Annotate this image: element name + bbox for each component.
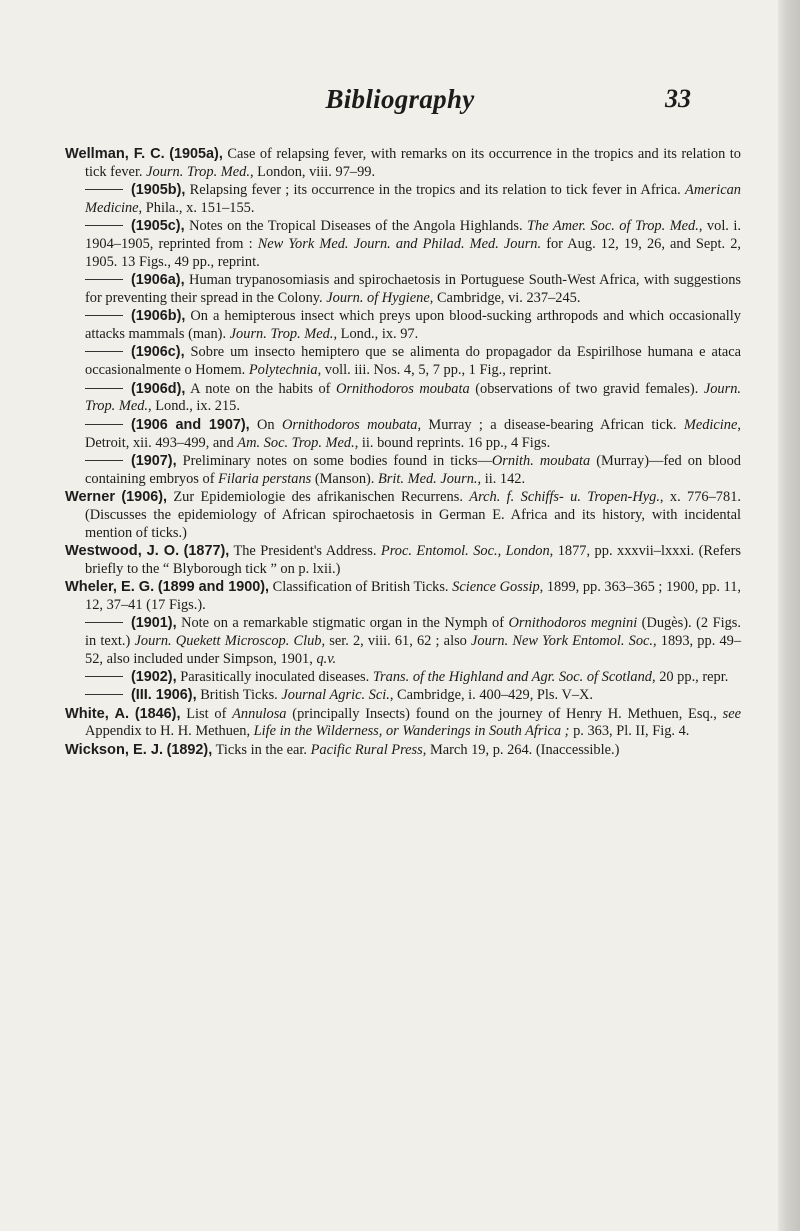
entry-text: , 20 pp., repr. (652, 669, 729, 686)
entry-text: , Detroit, xii. 493–499, and (85, 416, 741, 451)
entry-italic-text: Pacific Rural Press (310, 741, 423, 758)
entry-year: (1906d), (131, 380, 186, 397)
bibliography-list (65, 146, 741, 760)
entry-text: A note on the habits of (185, 380, 336, 397)
entry-year: (1905a), (169, 146, 223, 162)
entry-year: (1899 and 1900), (157, 579, 270, 596)
entry-text: (Murray)—fed on blood containing embryos of (85, 452, 741, 487)
entry-text: Sobre um insecto hemiptero que se alimenta do propagador da Espirilhose humana e ataca occasionalmente o Homem. (85, 344, 741, 379)
ditto-dash (85, 315, 123, 316)
entry-year: (1906a), (131, 272, 185, 289)
entry-italic-text: Ornith. moubata (491, 452, 591, 469)
entry-text: , Phila., x. 151–155. (138, 200, 255, 217)
entry-year: (1905b), (131, 182, 186, 199)
entry-year: (1902), (131, 669, 177, 686)
ditto-dash (85, 424, 123, 425)
entry-text: British Ticks. (196, 687, 282, 704)
bibliography-entry (65, 489, 741, 543)
entry-text: On a hemipterous insect which preys upon blood-sucking arthropods and which occasionally attacks mammals (man). (85, 308, 741, 343)
bibliography-entry (65, 543, 741, 579)
entry-text: Notes on the Tropical Diseases of the Angola Highlands. (184, 218, 528, 235)
entry-text: , March 19, p. 264. (Inaccessible.) (422, 741, 620, 758)
entry-text: , Cambridge, i. 400–429, Pls. V–X. (389, 687, 594, 704)
entry-text: (Manson). (311, 470, 378, 487)
bibliography-entry (65, 687, 741, 705)
entry-year: (1906c), (131, 344, 185, 361)
ditto-dash (85, 694, 123, 695)
entry-text: On (249, 416, 282, 433)
entry-year: (1846), (134, 705, 181, 722)
entry-year: (1907), (131, 452, 177, 469)
entry-text: , 1893, pp. 49–52, also included under Simpson, 1901, (85, 633, 742, 667)
ditto-dash (85, 279, 123, 280)
entry-italic-text: Journal Agric. Sci. (281, 687, 390, 704)
entry-text: , 1899, pp. 363–365 ; 1900, pp. 11, 12, 37–41 (17 Figs.). (85, 579, 741, 613)
bibliography-entry (65, 218, 741, 272)
entry-italic-text: Science Gossip (452, 579, 540, 596)
ditto-dash (85, 225, 123, 226)
entry-text: , x. 776–781. (Discusses the epidemiology of African spirochaetosis in German E. Africa and its history, with incidental mention of ticks.) (85, 488, 741, 541)
entry-text: Relapsing fever ; its occurrence in the tropics and its relation to tick fever in Africa. (185, 182, 686, 199)
bibliography-entry (65, 344, 741, 380)
page-edge-shadow (778, 0, 800, 1231)
running-title: Bibliography (325, 84, 475, 114)
entry-author: Westwood, J. O. (65, 542, 180, 559)
entry-text: , ii. bound reprints. 16 pp., 4 Figs. (354, 434, 551, 451)
entry-author: Wheler, E. G. (65, 579, 155, 596)
page-number: 33 (665, 84, 691, 113)
entry-year: (1892), (166, 741, 213, 758)
bibliography-entry (65, 182, 741, 218)
entry-text: p. 363, Pl. II, Fig. 4. (569, 723, 690, 740)
bibliography-entry (65, 381, 741, 417)
entry-text: , vol. i. 1904–1905, reprinted from : (85, 218, 741, 253)
ditto-dash (85, 460, 123, 461)
entry-year: (III. 1906), (131, 687, 197, 704)
entry-italic-text: Trans. of the Highland and Agr. Soc. of Scotland (372, 669, 652, 686)
entry-text: (observations of two gravid females). (469, 380, 704, 397)
entry-text: Parasitically inoculated diseases. (176, 669, 373, 686)
bibliography-entry (65, 308, 741, 344)
entry-italic-text: Am. Soc. Trop. Med. (237, 434, 355, 451)
entry-italic-text: Filaria perstans (218, 470, 312, 487)
entry-italic-text: Journ. Trop. Med. (229, 326, 334, 343)
entry-text: List of (180, 705, 233, 722)
ditto-dash (85, 388, 123, 389)
entry-italic-text: American Medicine (85, 182, 741, 217)
entry-text: , Lond., ix. 97. (333, 326, 419, 343)
entry-italic-text: New York Med. Journ. and Philad. Med. Journ. (257, 236, 542, 253)
entry-italic-text: Journ. of Hygiene (326, 290, 430, 307)
entry-text: The President's Address. (229, 542, 381, 559)
entry-text: , ser. 2, viii. 61, 62 ; also (321, 633, 472, 650)
entry-text: for Aug. 12, 19, 26, and Sept. 2, 1905. 13 Figs., 49 pp., reprint. (85, 236, 741, 271)
entry-year: (1905c), (131, 218, 185, 235)
page-header (0, 84, 800, 124)
entry-text: Case of relapsing fever, with remarks on its occurrence in the tropics and its relation to tick fever. (85, 146, 741, 180)
entry-italic-text: Journ. Quekett Microscop. Club (134, 633, 322, 650)
bibliography-entry (65, 615, 741, 669)
bibliography-entry (65, 706, 741, 742)
ditto-dash (85, 676, 123, 677)
entry-text: , Murray ; a disease-bearing African tick. (417, 416, 684, 433)
entry-author: Wickson, E. J. (65, 741, 164, 758)
ditto-dash (85, 622, 123, 623)
entry-text: Appendix to H. H. Methuen, (85, 723, 254, 740)
entry-text: , ii. 142. (477, 470, 526, 487)
entry-italic-text: Arch. f. Schiffs- u. Tropen-Hyg. (469, 488, 660, 505)
entry-text: , London, viii. 97–99. (249, 163, 376, 180)
entry-italic-text: Journ. Trop. Med. (85, 380, 741, 415)
entry-author: Werner (65, 488, 116, 505)
entry-text: , Cambridge, vi. 237–245. (429, 290, 581, 307)
bibliography-entry (65, 742, 741, 760)
entry-italic-text: Brit. Med. Journ. (378, 470, 478, 487)
entry-year: (1906b), (131, 308, 186, 325)
entry-italic-text: Annulosa (232, 705, 287, 722)
entry-italic-text: see (722, 705, 741, 722)
entry-italic-text: Journ. New York Entomol. Soc. (471, 633, 654, 650)
bibliography-entry (65, 669, 741, 687)
entry-author: Wellman, F. C. (65, 146, 165, 162)
entry-text: , voll. iii. Nos. 4, 5, 7 pp., 1 Fig., reprint. (317, 362, 552, 379)
entry-italic-text: Journ. Trop. Med. (146, 163, 250, 180)
entry-italic-text: Ornithodoros moubata (281, 416, 418, 433)
entry-year: (1906 and 1907), (131, 416, 250, 433)
entry-text: , 1877, pp. xxxvii–lxxxi. (Refers briefly to the “ Blyborough tick ” on p. lxii.) (85, 542, 741, 577)
bibliography-entry (65, 579, 741, 615)
entry-text: Preliminary notes on some bodies found in ticks— (176, 452, 492, 469)
ditto-dash (85, 351, 123, 352)
entry-italic-text: Ornithodoros megnini (508, 615, 638, 632)
entry-italic-text: The Amer. Soc. of Trop. Med. (527, 218, 699, 235)
entry-author: White, A. (65, 705, 130, 722)
entry-italic-text: Polytechnia (248, 362, 318, 379)
entry-text: (principally Insects) found on the journey of Henry H. Methuen, Esq., (286, 705, 723, 722)
ditto-dash (85, 189, 123, 190)
entry-italic-text: Life in the Wilderness, or Wanderings in South Africa ; (253, 723, 570, 740)
entry-year: (1906), (121, 488, 167, 505)
bibliography-entry (65, 146, 741, 182)
entry-italic-text: q.v. (316, 650, 337, 667)
bibliography-entry (65, 453, 741, 489)
entry-text: Ticks in the ear. (212, 741, 311, 758)
entry-year: (1901), (131, 615, 177, 632)
entry-text: , Lond., ix. 215. (148, 398, 240, 415)
bibliography-entry (65, 417, 741, 453)
bibliography-entry (65, 272, 741, 308)
entry-text: Classification of British Ticks. (269, 579, 453, 596)
entry-year: (1877), (183, 542, 230, 559)
entry-text: Note on a remarkable stigmatic organ in the Nymph of (176, 615, 509, 632)
entry-text: (Dugès). (2 Figs. in text.) (85, 615, 741, 650)
entry-italic-text: Ornithodoros moubata (335, 380, 470, 397)
entry-italic-text: Proc. Entomol. Soc., London (380, 542, 550, 559)
entry-text: Human trypanosomiasis and spirochaetosis in Portuguese South-West Africa, with suggestions for preventing their spread in the Colony. (85, 272, 741, 307)
entry-italic-text: Medicine (683, 416, 738, 433)
entry-text: Zur Epidemiologie des afrikanischen Recurrens. (167, 488, 470, 505)
